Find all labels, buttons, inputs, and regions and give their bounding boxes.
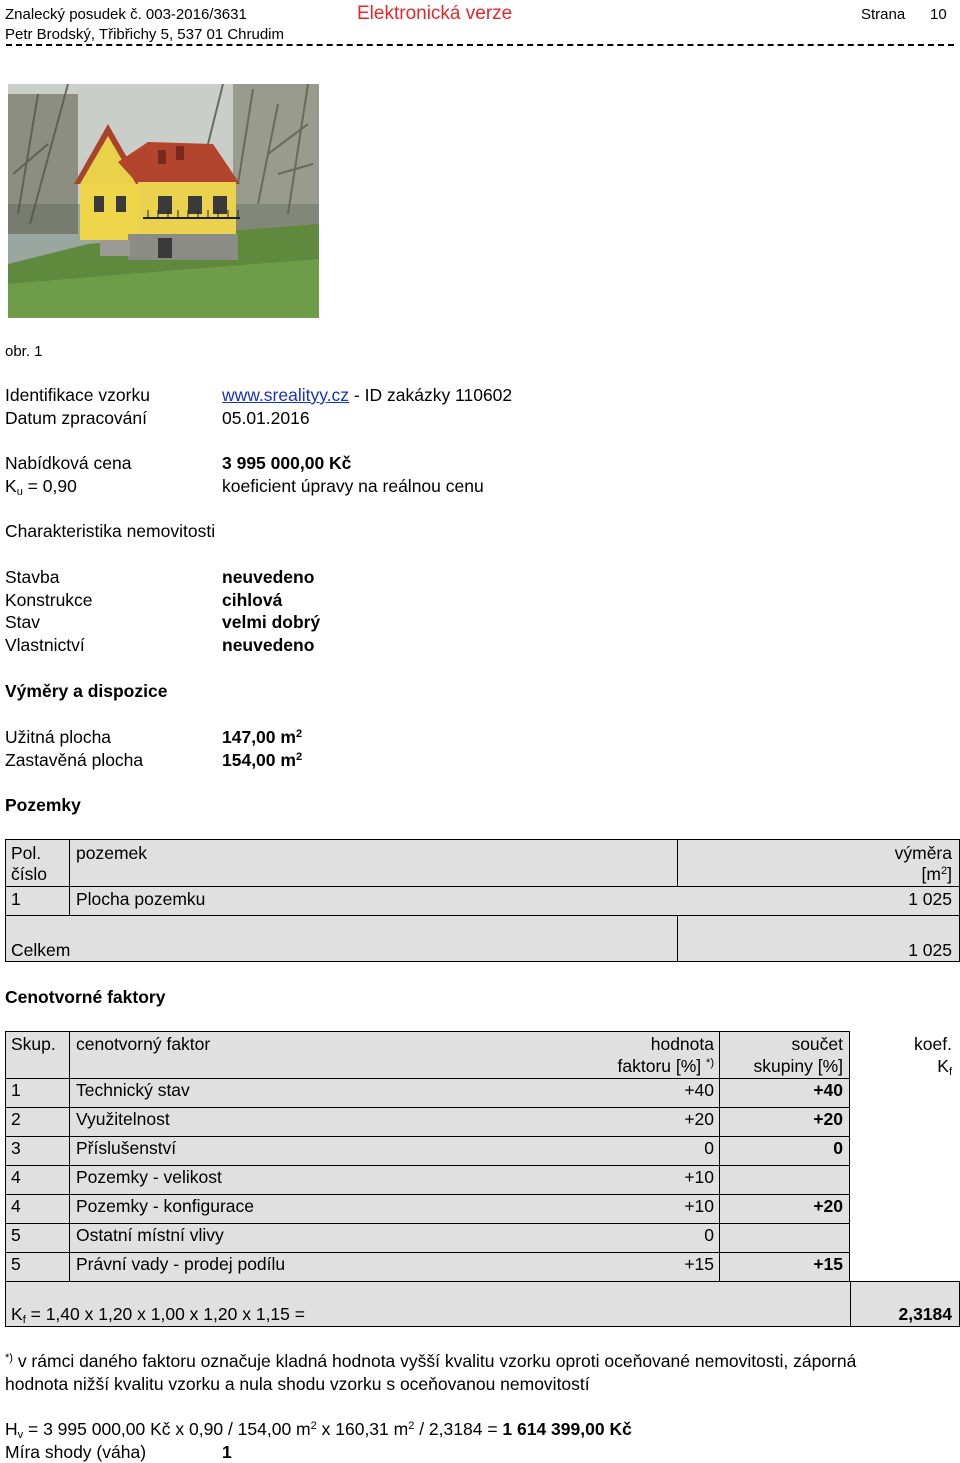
factor-row-grp: 5 — [11, 1225, 21, 1245]
hv-part-2: x 160,31 m — [316, 1419, 409, 1439]
kf-result: 2,3184 — [898, 1304, 952, 1324]
factors-title: Cenotvorné faktory — [5, 987, 166, 1007]
factor-row-name: Pozemky - konfigurace — [76, 1196, 254, 1216]
land-total-value: 1 025 — [908, 940, 952, 960]
area-value-usable — [222, 727, 302, 748]
electronic-version-label: Elektronická verze — [357, 3, 513, 24]
land-unit-b: ] — [947, 864, 952, 884]
land-total-label-cell — [5, 915, 678, 962]
property-photo — [8, 84, 319, 318]
char-value-vlastnictvi: neuvedeno — [222, 635, 315, 655]
factor-row-sum-cell — [719, 1223, 850, 1253]
ident-value — [222, 385, 512, 406]
factor-row-value: +15 — [684, 1254, 714, 1274]
char-label-konstrukce: Konstrukce — [5, 590, 93, 610]
land-unit-a: [m — [921, 864, 941, 884]
kf-formula — [11, 1304, 305, 1325]
footnote-marker: *) — [5, 1352, 13, 1364]
ku-description: koeficient úpravy na reálnou cenu — [222, 476, 484, 496]
areas-title: Výměry a dispozice — [5, 681, 168, 701]
factors-head-koef: koef. — [914, 1034, 952, 1054]
char-value-stav: velmi dobrý — [222, 612, 321, 632]
ku-value: = 0,90 — [22, 476, 77, 496]
char-label-stav: Stav — [5, 612, 41, 632]
footnote-line-1 — [5, 1351, 856, 1372]
sreality-link[interactable]: www.srealityy.cz — [222, 385, 350, 405]
ku-k: K — [5, 476, 17, 496]
page-number: 10 — [930, 6, 947, 23]
factor-row-grp: 4 — [11, 1167, 21, 1187]
factor-row-grp: 2 — [11, 1109, 21, 1129]
char-value-konstrukce: cihlová — [222, 590, 283, 610]
land-head-pol: Pol. — [11, 843, 42, 863]
factor-row-name: Pozemky - velikost — [76, 1167, 222, 1187]
hv-part-3: / 2,3184 = — [414, 1419, 503, 1439]
land-head-cislo: číslo — [11, 864, 47, 884]
area-value-usable-num: 147,00 m — [222, 727, 296, 747]
factor-row-grp: 4 — [11, 1196, 21, 1216]
factor-row-sum: +15 — [813, 1254, 843, 1274]
report-number: Znalecký posudek č. 003-2016/3631 — [5, 6, 247, 23]
factor-row-value: 0 — [704, 1225, 714, 1245]
factors-head-faktor: cenotvorný faktor — [76, 1034, 211, 1054]
hv-part-1: = 3 995 000,00 Kč x 0,90 / 154,00 m — [23, 1419, 311, 1439]
factors-head-hodnota-unit-text: faktoru [%] — [617, 1056, 702, 1076]
hv-result: 1 614 399,00 Kč — [502, 1419, 632, 1439]
date-value: 05.01.2016 — [222, 408, 310, 428]
factor-row-sum: +40 — [813, 1080, 843, 1100]
ident-order: - ID zakázky 110602 — [349, 385, 513, 405]
hv-sup-2: 2 — [408, 1420, 415, 1432]
hv-calculation — [5, 1419, 632, 1440]
land-total-label: Celkem — [11, 940, 71, 960]
kf-formula-text: = 1,40 x 1,20 x 1,00 x 1,20 x 1,15 = — [25, 1304, 305, 1324]
factor-row-sum-cell — [719, 1136, 850, 1166]
factors-head-kf-k: K — [937, 1056, 949, 1076]
land-head-unit — [922, 864, 952, 885]
factor-row-name: Využitelnost — [76, 1109, 170, 1129]
factor-row-sum: +20 — [813, 1109, 843, 1129]
factor-row-value: +10 — [684, 1167, 714, 1187]
hv-h: H — [5, 1419, 18, 1439]
footnote-text-1: v rámci daného faktoru označuje kladná hodnota vyšší kvalitu vzorku oproti oceňované nemovitosti, záporná — [12, 1351, 857, 1371]
weight-value: 1 — [222, 1442, 232, 1462]
factor-row-name: Příslušenství — [76, 1138, 177, 1158]
offer-price-value: 3 995 000,00 Kč — [222, 453, 352, 473]
ku-sub: u — [16, 486, 23, 498]
factor-row-value: +20 — [684, 1109, 714, 1129]
factor-row-value: +10 — [684, 1196, 714, 1216]
land-row-value: 1 025 — [908, 889, 952, 909]
area-unit-sup: 2 — [295, 751, 303, 763]
factor-row-sum: +20 — [813, 1196, 843, 1216]
factor-row-name: Právní vady - prodej podílu — [76, 1254, 286, 1274]
footnote-marker: *) — [706, 1057, 714, 1069]
hv-sub: v — [17, 1429, 24, 1441]
factors-head-soucet: součet — [791, 1034, 843, 1054]
factors-head-hodnota: hodnota — [650, 1034, 714, 1054]
hv-sup-1: 2 — [310, 1420, 317, 1432]
kf-sub: f — [22, 1314, 26, 1326]
page-label: Strana — [861, 6, 906, 23]
area-value-built-num: 154,00 m — [222, 750, 296, 770]
factors-head-soucet-unit: skupiny [%] — [753, 1056, 843, 1076]
footnote-line-2: hodnota nižší kvalitu vzorku a nula shodu vzorku s oceňovanou nemovitostí — [5, 1374, 590, 1394]
factor-row-grp: 3 — [11, 1138, 21, 1158]
factors-head-skup: Skup. — [11, 1034, 56, 1054]
factors-head-kf-sub: f — [948, 1066, 952, 1078]
area-label-built: Zastavěná plocha — [5, 750, 144, 770]
ku-coefficient — [5, 476, 77, 497]
ident-label: Identifikace vzorku — [5, 385, 150, 405]
land-head-pozemek: pozemek — [76, 843, 148, 863]
factor-row-sum-cell — [719, 1165, 850, 1195]
land-head-vymera: výměra — [894, 843, 952, 863]
factor-row-sum: 0 — [833, 1138, 843, 1158]
char-value-stavba: neuvedeno — [222, 567, 315, 587]
factors-head-kf — [937, 1056, 952, 1077]
land-row-name: Plocha pozemku — [76, 889, 206, 909]
char-label-vlastnictvi: Vlastnictví — [5, 635, 85, 655]
factors-head-hodnota-unit — [618, 1056, 714, 1077]
weight-label: Míra shody (váha) — [5, 1442, 147, 1462]
factor-row-value: 0 — [704, 1138, 714, 1158]
land-row-no: 1 — [11, 889, 21, 909]
factor-row-name: Ostatní místní vlivy — [76, 1225, 224, 1245]
kf-k: K — [11, 1304, 23, 1324]
date-label: Datum zpracování — [5, 408, 148, 428]
header-divider — [6, 44, 954, 46]
area-value-built — [222, 750, 302, 771]
factor-row-name: Technický stav — [76, 1080, 190, 1100]
offer-price-label: Nabídková cena — [5, 453, 132, 473]
area-unit-sup: 2 — [295, 728, 303, 740]
land-head-pozemek-cell — [69, 839, 678, 887]
land-unit-sup: 2 — [941, 865, 948, 877]
factor-row-grp: 1 — [11, 1080, 21, 1100]
land-title: Pozemky — [5, 795, 81, 815]
char-label-stavba: Stavba — [5, 567, 60, 587]
factor-row-grp: 5 — [11, 1254, 21, 1274]
report-author: Petr Brodský, Třibřichy 5, 537 01 Chrudim — [5, 26, 285, 43]
area-label-usable: Užitná plocha — [5, 727, 112, 747]
characteristics-title: Charakteristika nemovitosti — [5, 521, 216, 541]
photo-caption: obr. 1 — [5, 343, 43, 360]
factor-row-value: +40 — [684, 1080, 714, 1100]
